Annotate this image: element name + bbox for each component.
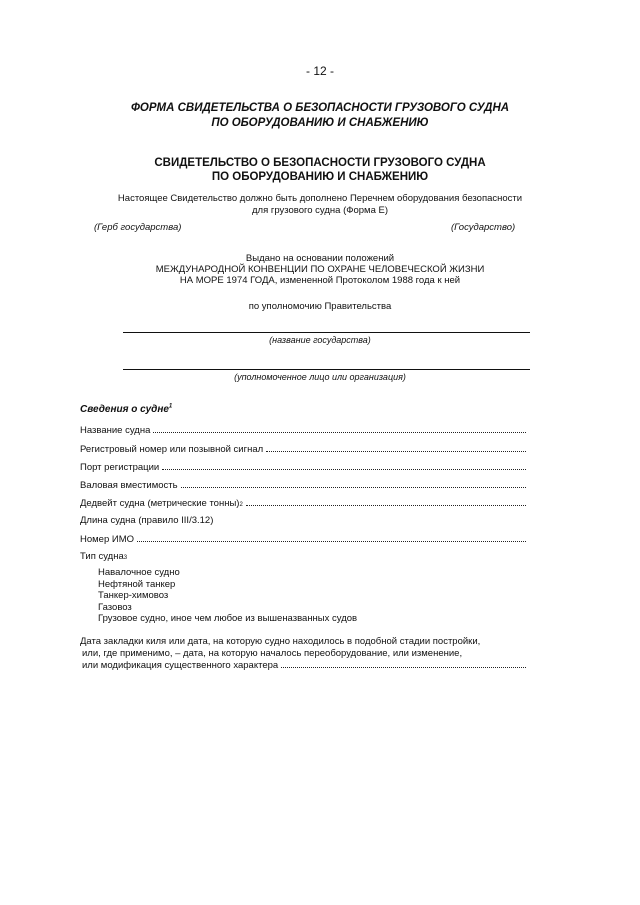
fill-in-line bbox=[246, 497, 526, 506]
state-label: (Государство) bbox=[451, 222, 516, 233]
ship-section-title-text: Сведения о судне bbox=[80, 404, 169, 415]
fill-in-line bbox=[281, 659, 526, 668]
ship-type-option: Танкер-химовоз bbox=[98, 590, 169, 602]
field-registry-number bbox=[80, 443, 526, 455]
field-label: Тип судна bbox=[80, 551, 124, 562]
field-label: Номер ИМО bbox=[80, 534, 135, 545]
field-port-of-registry bbox=[80, 461, 526, 473]
supplement-note-line-2: для грузового судна (Форма Е) bbox=[251, 205, 388, 216]
form-title bbox=[0, 101, 640, 131]
form-title-line-2: ПО ОБОРУДОВАНИЮ И СНАБЖЕНИЮ bbox=[211, 117, 429, 129]
emblem-label: (Герб государства) bbox=[94, 222, 182, 233]
field-label: Дедвейт судна (метрические тонны) bbox=[80, 498, 240, 509]
keel-text-line-2: или, где применимо, – дата, на которую началось переоборудование, или изменение, bbox=[82, 647, 463, 659]
field-label: Валовая вместимость bbox=[80, 480, 178, 491]
field-label: Порт регистрации bbox=[80, 462, 160, 473]
field-deadweight: Дедвейт судна (метрические тонны) 2 bbox=[80, 497, 526, 509]
issued-under-line-3: НА МОРЕ 1974 ГОДА, измененной Протоколом 1988 года к ней bbox=[179, 275, 461, 286]
fill-in-line bbox=[153, 424, 526, 433]
supplement-note bbox=[0, 193, 640, 217]
authorized-caption: (уполномоченное лицо или организация) bbox=[234, 372, 406, 382]
ship-type-option: Газовоз bbox=[98, 601, 132, 613]
field-ship-name bbox=[80, 424, 526, 436]
state-name-caption: (название государства) bbox=[269, 335, 371, 345]
supplement-note-line-1: Настоящее Свидетельство должно быть дополнено Перечнем оборудования безопасности bbox=[117, 193, 523, 204]
ship-section-title bbox=[80, 404, 172, 415]
fill-in-line bbox=[181, 479, 526, 488]
keel-text-line-1: Дата закладки киля или дата, на которую судно находилось в подобной стадии постройки, bbox=[80, 636, 481, 647]
keel-date-field bbox=[80, 636, 526, 672]
certificate-title-line-2: ПО ОБОРУДОВАНИЮ И СНАБЖЕНИЮ bbox=[211, 171, 429, 183]
ship-type-option: Грузовое судно, иное чем любое из вышеназванных судов bbox=[98, 613, 358, 625]
authority-line: по уполномочию Правительства bbox=[248, 301, 392, 312]
fill-in-line bbox=[137, 533, 526, 542]
authorized-line bbox=[123, 369, 530, 370]
field-label: Регистровый номер или позывной сигнал bbox=[80, 444, 264, 455]
form-title-line-1: ФОРМА СВИДЕТЕЛЬСТВА О БЕЗОПАСНОСТИ ГРУЗОВОГО СУДНА bbox=[130, 102, 510, 114]
ship-type-list bbox=[98, 567, 357, 625]
field-label: Название судна bbox=[80, 425, 151, 436]
certificate-title bbox=[0, 156, 640, 184]
page-number: - 12 - bbox=[305, 64, 334, 78]
keel-text-line-3 bbox=[80, 659, 526, 672]
certificate-title-line-1: СВИДЕТЕЛЬСТВО О БЕЗОПАСНОСТИ ГРУЗОВОГО СУДНА bbox=[154, 157, 486, 169]
state-name-line bbox=[123, 332, 530, 333]
field-gross-tonnage bbox=[80, 479, 526, 491]
ship-type-option: Навалочное судно bbox=[98, 567, 180, 578]
issued-under-line-2: МЕЖДУНАРОДНОЙ КОНВЕНЦИИ ПО ОХРАНЕ ЧЕЛОВЕЧЕСКОЙ ЖИЗНИ bbox=[155, 264, 485, 275]
fill-in-line bbox=[266, 443, 526, 452]
field-ship-type: Тип судна 3 bbox=[80, 551, 128, 562]
field-ship-length bbox=[80, 515, 526, 526]
field-imo-number bbox=[80, 533, 526, 545]
fill-in-line bbox=[162, 461, 526, 470]
issued-under bbox=[0, 253, 640, 286]
issued-under-line-1: Выдано на основании положений bbox=[245, 253, 395, 264]
ship-type-option: Нефтяной танкер bbox=[98, 578, 176, 590]
footnote-marker: 1 bbox=[168, 403, 173, 410]
field-label: Длина судна (правило III/3.12) bbox=[80, 515, 214, 526]
keel-text-line-3-label: или модификация существенного характера bbox=[82, 660, 279, 671]
